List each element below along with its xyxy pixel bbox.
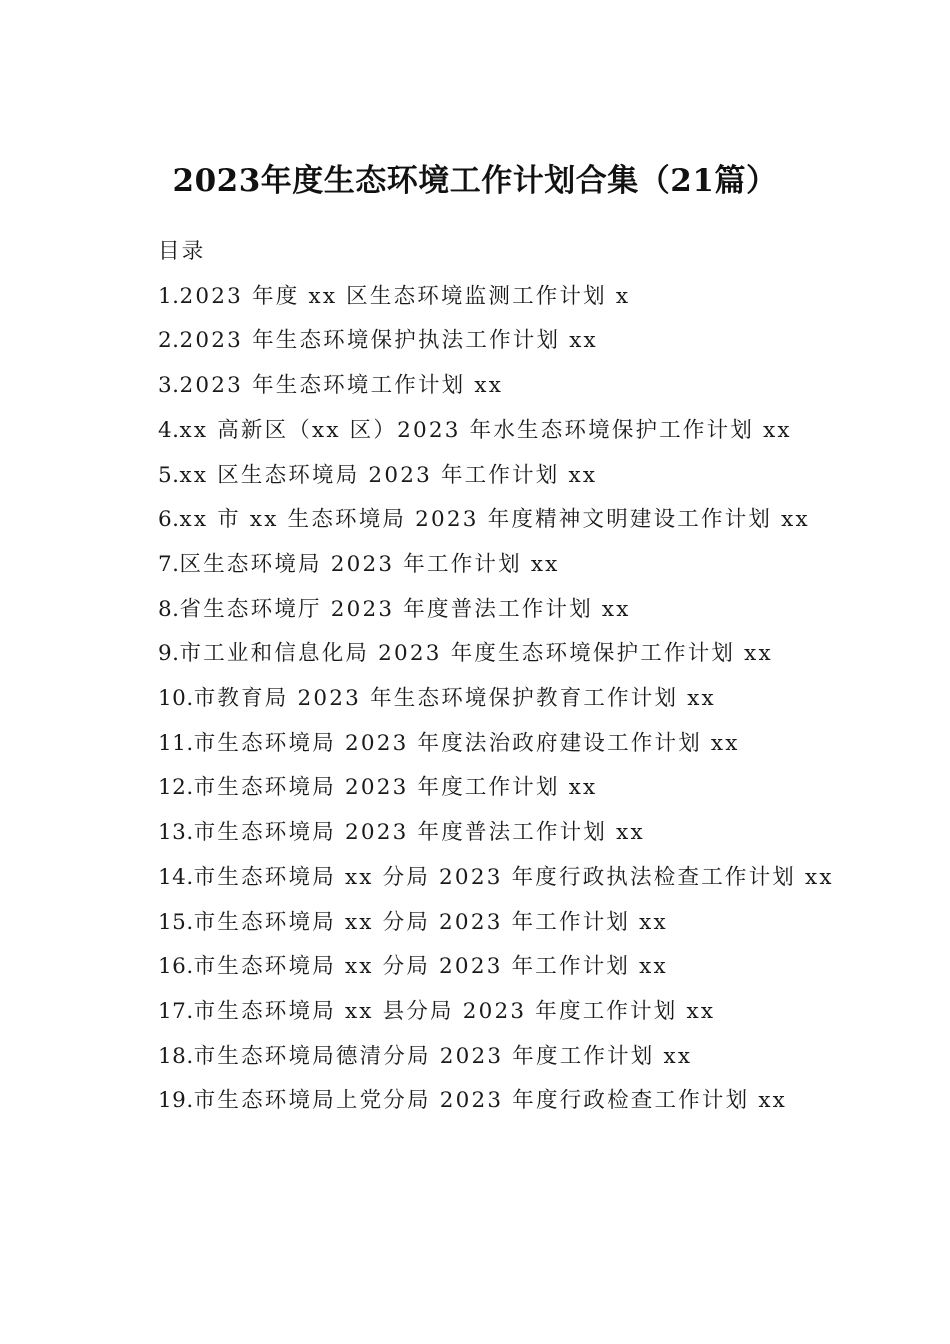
document-title: 2023年度生态环境工作计划合集（21篇） xyxy=(172,162,778,199)
toc-item: 14.市生态环境局 xx 分局 2023 年度行政执法检查工作计划 xx xyxy=(158,864,834,890)
toc-item: 2.2023 年生态环境保护执法工作计划 xx xyxy=(158,328,598,354)
toc-item: 6.xx 市 xx 生态环境局 2023 年度精神文明建设工作计划 xx xyxy=(158,507,810,533)
toc-item: 8.省生态环境厅 2023 年度普法工作计划 xx xyxy=(158,596,631,622)
toc-item: 18.市生态环境局德清分局 2023 年度工作计划 xx xyxy=(158,1043,693,1069)
toc-item: 7.区生态环境局 2023 年工作计划 xx xyxy=(158,551,560,577)
toc-item: 9.市工业和信息化局 2023 年度生态环境保护工作计划 xx xyxy=(158,641,773,667)
toc-item: 1.2023 年度 xx 区生态环境监测工作计划 x xyxy=(158,283,631,309)
toc-item: 13.市生态环境局 2023 年度普法工作计划 xx xyxy=(158,820,645,846)
toc-item: 11.市生态环境局 2023 年度法治政府建设工作计划 xx xyxy=(158,730,740,756)
toc-item: 16.市生态环境局 xx 分局 2023 年工作计划 xx xyxy=(158,954,668,980)
toc-item: 17.市生态环境局 xx 县分局 2023 年度工作计划 xx xyxy=(158,998,716,1024)
toc-item: 19.市生态环境局上党分局 2023 年度行政检查工作计划 xx xyxy=(158,1088,787,1114)
toc-item: 3.2023 年生态环境工作计划 xx xyxy=(158,373,504,399)
toc-item: 5.xx 区生态环境局 2023 年工作计划 xx xyxy=(158,462,598,488)
toc-item: 12.市生态环境局 2023 年度工作计划 xx xyxy=(158,775,598,801)
toc-list xyxy=(118,275,838,1124)
toc-item: 15.市生态环境局 xx 分局 2023 年工作计划 xx xyxy=(158,909,668,935)
toc-item: 10.市教育局 2023 年生态环境保护教育工作计划 xx xyxy=(158,686,716,712)
toc-item: 4.xx 高新区（xx 区）2023 年水生态环境保护工作计划 xx xyxy=(158,417,792,443)
table-of-contents xyxy=(118,230,838,1124)
toc-heading: 目录 xyxy=(158,239,206,264)
